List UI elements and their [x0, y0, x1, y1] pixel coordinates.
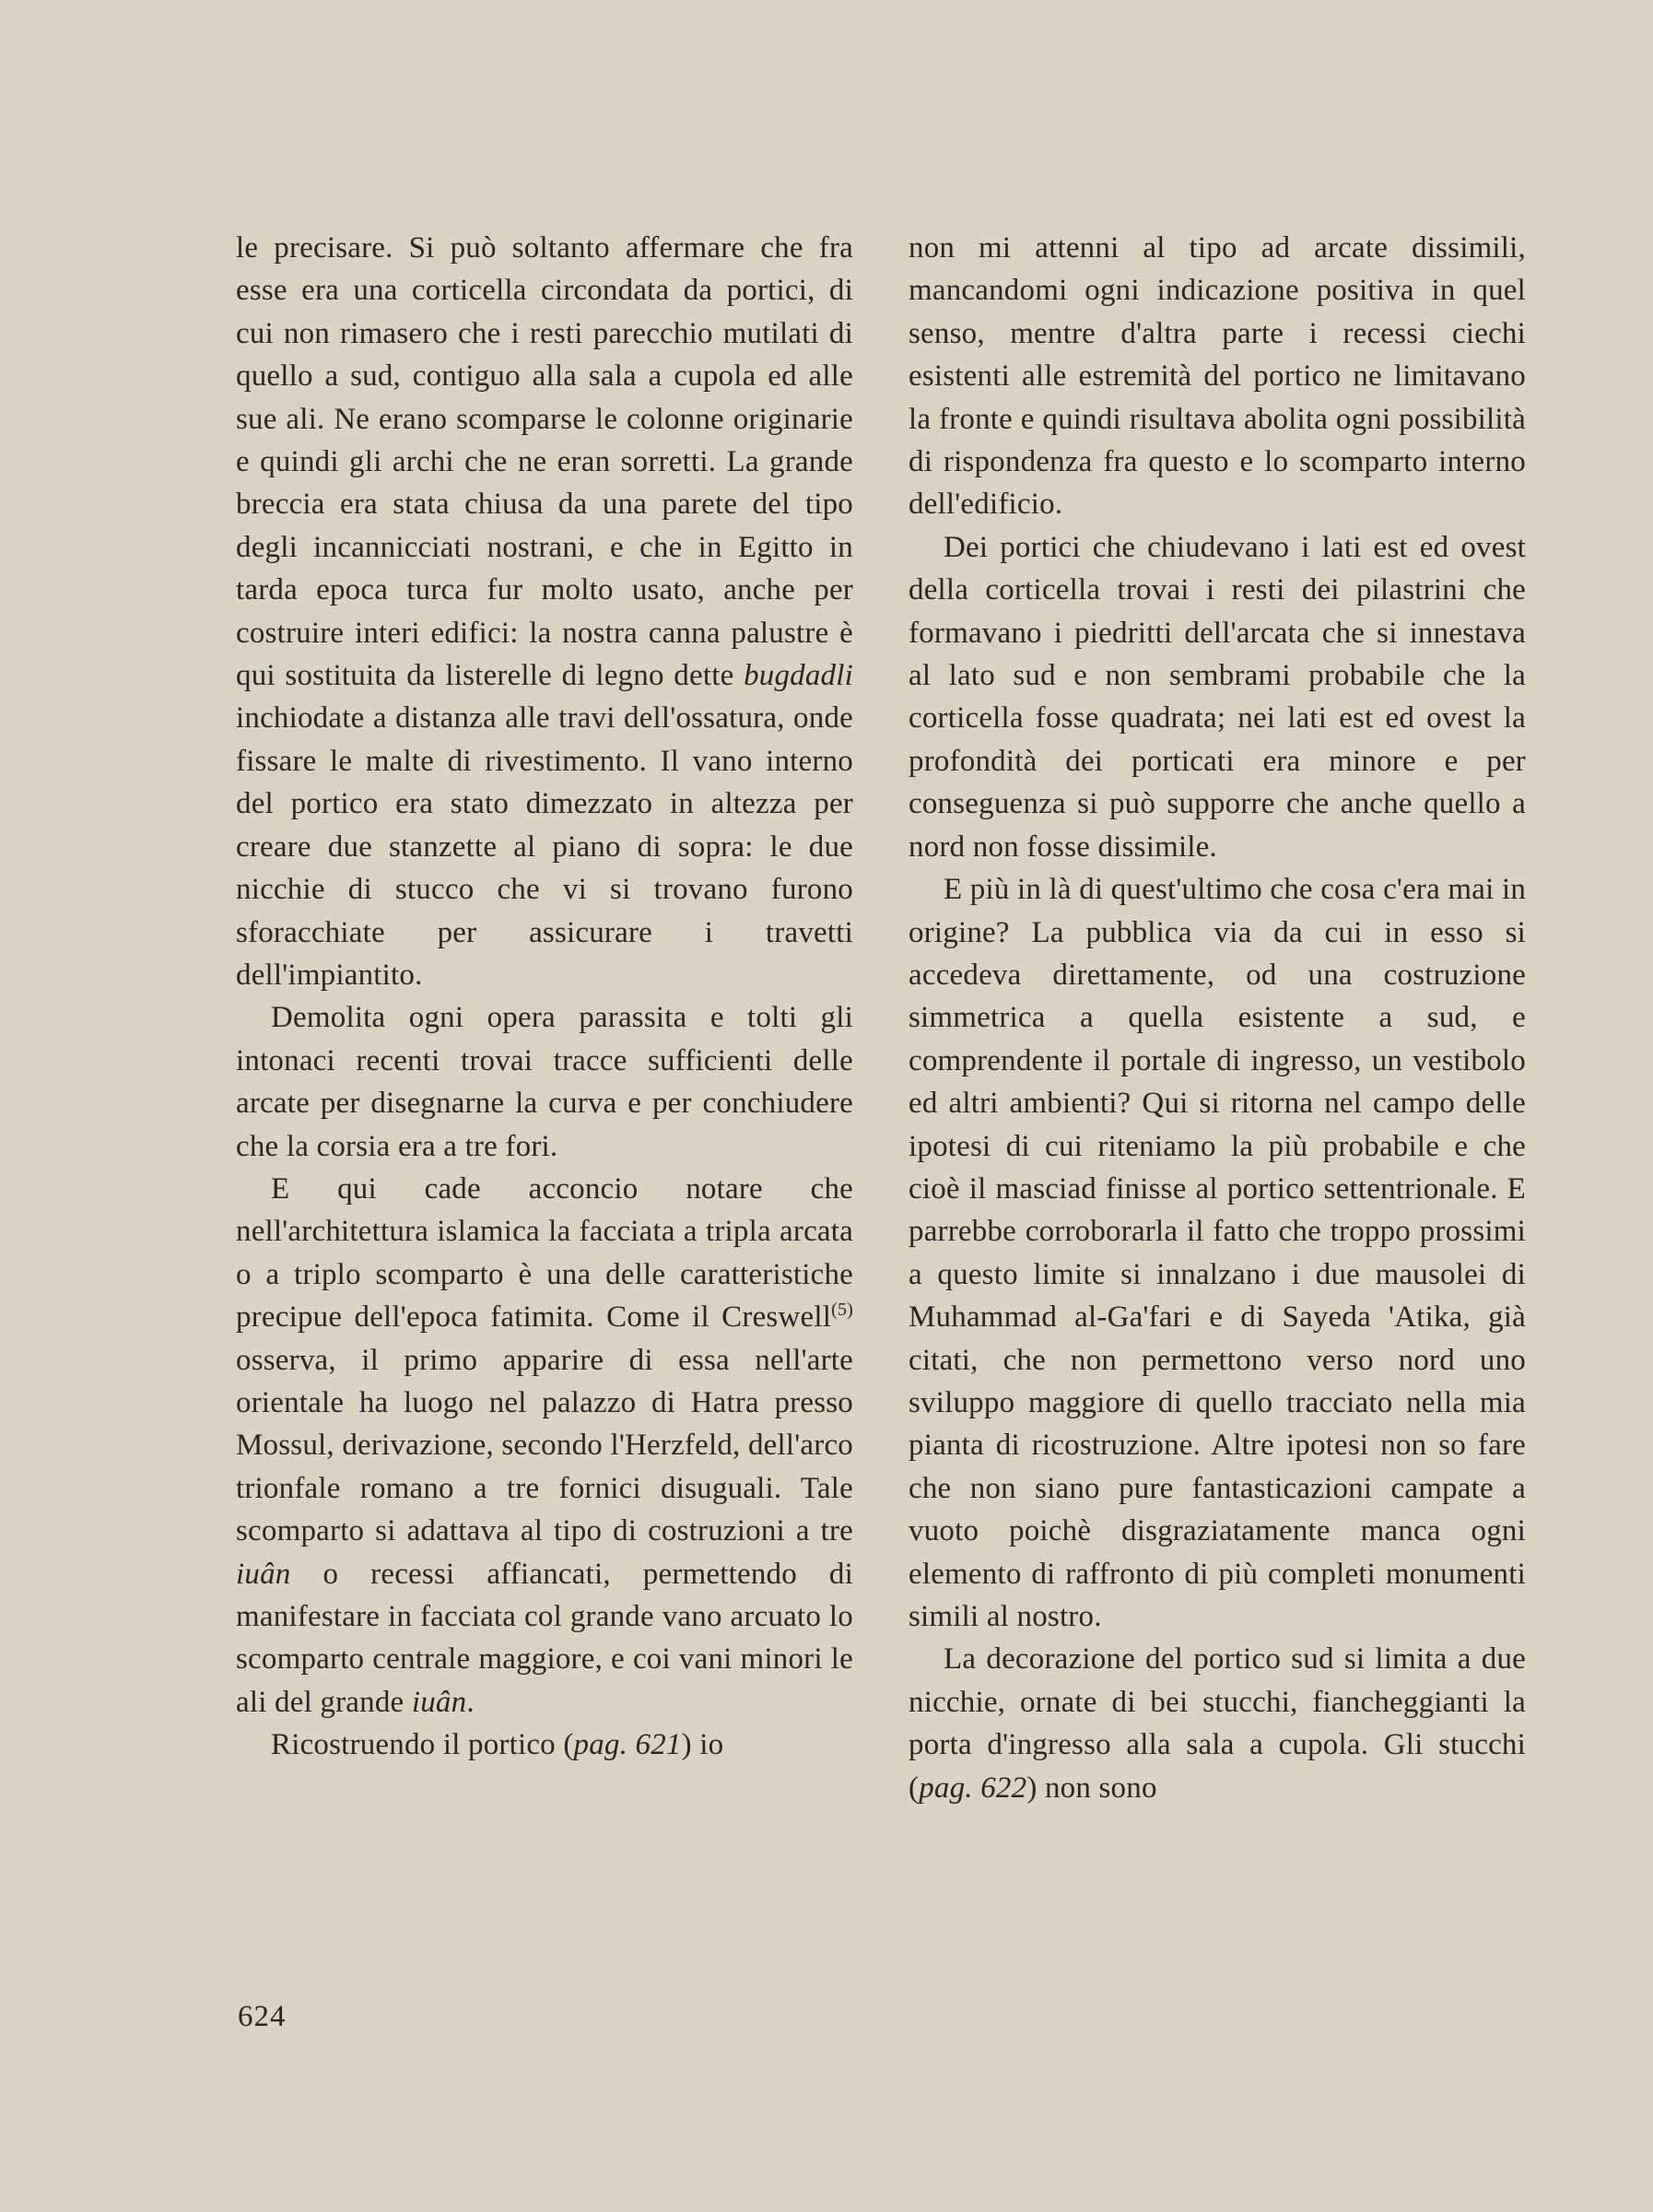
- text-run: o recessi affiancati, permettendo di manifestare in facciata col grande vano arcuato lo scomparto centrale maggiore, e coi vani minori le ali del grande: [236, 1557, 853, 1719]
- right-paragraph-4: [909, 1638, 1526, 1809]
- left-column: [236, 227, 853, 1767]
- text-run: ) non sono: [1026, 1771, 1157, 1805]
- italic-term: iuân: [411, 1685, 467, 1719]
- italic-term: bugdadli: [744, 659, 853, 693]
- left-paragraph-4: [236, 1724, 853, 1766]
- left-paragraph-2: Demolita ogni opera parassita e tolti gli intonaci recenti trovai tracce sufficienti delle arcate per disegnarne la curva e per conchiudere che la corsia era a tre fori.: [236, 1001, 853, 1163]
- page-reference: pag. 622: [919, 1771, 1027, 1805]
- text-run: Ricostruendo il portico (: [271, 1728, 574, 1762]
- text-run: .: [466, 1685, 475, 1719]
- right-paragraph-3: E più in là di quest'ultimo che cosa c'era mai in origine? La pubblica via da cui in esso si accedeva direttamente, od una costruzione simmetrica a quella esistente a sud, e comprendente il portale di ingresso, un vestibolo ed altri ambienti? Qui si ritorna nel campo delle ipotesi di cui riteniamo la più probabile e che cioè il masciad finisse al portico settentrionale. E parrebbe corroborarla il fatto che troppo prossimi a questo limite si innalzano i due mausolei di Muhammad al-Ga'fari e di Sayeda 'Atika, già citati, che non permettono verso nord uno sviluppo maggiore di quello tracciato nella mia pianta di ricostruzione. Altre ipotesi non so fare che non siano pure fantasticazioni campate a vuoto poichè disgraziatamente manca ogni elemento di raffronto di più completi monumenti simili al nostro.: [909, 873, 1527, 1633]
- right-column: [909, 227, 1526, 1809]
- text-run: E qui cade acconcio notare che nell'architettura islamica la facciata a tripla arcata o a triplo scomparto è una delle caratteristiche precipue dell'epoca fatimita. Come il Creswell: [236, 1171, 853, 1335]
- page-reference: pag. 621: [573, 1728, 682, 1762]
- right-paragraph-1: non mi attenni al tipo ad arcate dissimili, mancandomi ogni indicazione positiva in quel senso, mentre d'altra parte i recessi ciechi esistenti alle estremità del portico ne limitavano la fronte e quindi risultava abolita ogni possibilità di rispondenza fra questo e lo scomparto interno dell'edificio.: [909, 231, 1526, 522]
- left-paragraph-1: [236, 227, 853, 996]
- text-run: ) io: [681, 1728, 724, 1762]
- page-number: 624: [238, 2000, 287, 2033]
- footnote-reference: (5): [831, 1300, 853, 1321]
- right-paragraph-2: Dei portici che chiudevano i lati est ed ovest della corticella trovai i resti dei pilastrini che formavano i piedritti dell'arcata che si innestava al lato sud e non sembrami probabile che la corticella fosse quadrata; nei lati est ed ovest la profondità dei porticati era minore e per conseguenza si può supporre che anche quello a nord non fosse dissimile.: [909, 530, 1526, 864]
- left-paragraph-3: [236, 1168, 853, 1724]
- italic-term: iuân: [236, 1557, 291, 1591]
- text-run: osserva, il primo apparire di essa nell'arte orientale ha luogo nel palazzo di Hatra presso Mossul, derivazione, secondo l'Herzfeld, dell'arco trionfale romano a tre fornici disuguali. Tale scomparto si adattava al tipo di costruzioni a tre: [236, 1343, 853, 1548]
- text-run: le precisare. Si può soltanto affermare che fra esse era una corticella circondata da portici, di cui non rimasero che i resti parecchio mutilati di quello a sud, contiguo alla sala a cupola ed alle sue ali. Ne erano scomparse le colonne originarie e quindi gli archi che ne eran sorretti. La grande breccia era stata chiusa da una parete del tipo degli incannicciati nostrani, e che in Egitto in tarda epoca turca fur molto usato, anche per costruire interi edifici: la nostra canna palustre è qui sostituita da listerelle di legno dette: [236, 231, 853, 693]
- text-run: La decorazione del portico sud si limita a due nicchie, ornate di bei stucchi, fiancheggianti la porta d'ingresso alla sala a cupola. Gli stucchi (: [909, 1642, 1526, 1805]
- text-run: inchiodate a distanza alle travi dell'ossatura, onde fissare le malte di rivestimento. Il vano interno del portico era stato dimezzato in altezza per creare due stanzette al piano di sopra: le due nicchie di stucco che vi si trovano furono sforacchiate per assicurare i travetti dell'impiantito.: [236, 701, 853, 992]
